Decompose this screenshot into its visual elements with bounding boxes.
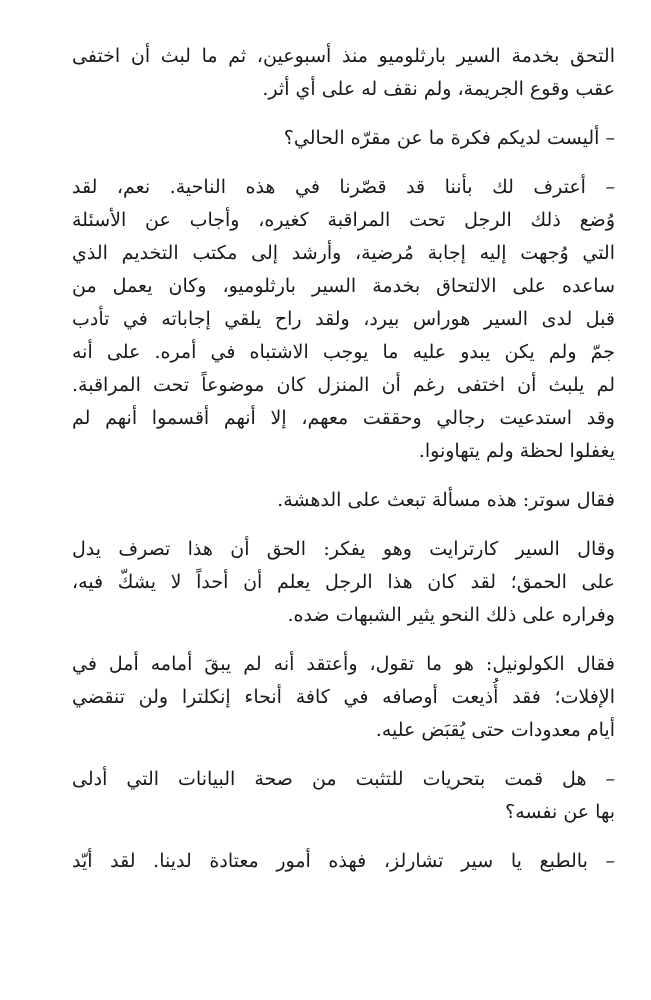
- paragraph-4: [72, 484, 615, 517]
- paragraph-8: [72, 845, 615, 878]
- text-line: على الحمق؛ لقد كان هذا الرجل يعلم أن أحداً لا يشكّ فيه،: [72, 571, 615, 593]
- text-line: – أعترف لك بأننا قد قصّرنا في هذه الناحية. نعم، لقد: [72, 176, 615, 198]
- text-line: لم يلبث أن اختفى رغم أن المنزل كان موضوعاً تحت المراقبة.: [72, 374, 615, 396]
- text-line: فقال سوتر: هذه مسألة تبعث على الدهشة.: [277, 489, 615, 511]
- text-line: قبل لدى السير هوراس بيرد، ولقد راح يلقي إجاباته في تأدب: [72, 308, 615, 330]
- text-line: التحق بخدمة السير بارثلوميو منذ أسبوعين، ثم ما لبث أن اختفى: [72, 45, 615, 67]
- book-page: [72, 40, 615, 894]
- text-line: – بالطبع يا سير تشارلز، فهذه أمور معتادة لدينا. لقد أيّد: [72, 850, 615, 872]
- paragraph-1: [72, 40, 615, 106]
- paragraph-5: [72, 533, 615, 632]
- text-line: وفراره على ذلك النحو يثير الشبهات ضده.: [287, 604, 615, 626]
- text-line: جمّ ولم يكن يبدو عليه ما يوجب الاشتباه في أمره. على أنه: [72, 341, 615, 363]
- text-line: وقال السير كارترايت وهو يفكر: الحق أن هذا تصرف يدل: [72, 538, 615, 560]
- text-line: – هل قمت بتحريات للتثبت من صحة البيانات التي أدلى: [72, 768, 615, 790]
- text-line: أيام معدودات حتى يُقبَض عليه.: [375, 719, 615, 741]
- text-line: عقب وقوع الجريمة، ولم نقف له على أي أثر.: [262, 78, 615, 100]
- text-line: وقد استدعيت رجالي وحققت معهم، إلا أنهم أقسموا أنهم لم: [72, 407, 615, 429]
- paragraph-3: [72, 171, 615, 468]
- text-line: بها عن نفسه؟: [505, 801, 615, 823]
- paragraph-6: [72, 648, 615, 747]
- text-line: الإفلات؛ فقد أُذيعت أوصافه في كافة أنحاء إنكلترا ولن تنقضي: [72, 686, 615, 708]
- text-line: التي وُجهت إليه إجابة مُرضية، وأرشد إلى مكتب التخديم الذي: [72, 242, 615, 264]
- paragraph-7: [72, 763, 615, 829]
- text-line: ساعده على الالتحاق بخدمة السير بارثلوميو، وكان يعمل من: [72, 275, 615, 297]
- text-line: وُضع ذلك الرجل تحت المراقبة كغيره، وأجاب عن الأسئلة: [72, 209, 615, 231]
- text-line: – أليست لديكم فكرة ما عن مقرّه الحالي؟: [283, 127, 615, 149]
- text-line: يغفلوا لحظة ولم يتهاونوا.: [418, 440, 615, 462]
- text-line: فقال الكولونيل: هو ما تقول، وأعتقد أنه لم يبقَ أمامه أمل في: [72, 653, 615, 675]
- paragraph-2: [72, 122, 615, 155]
